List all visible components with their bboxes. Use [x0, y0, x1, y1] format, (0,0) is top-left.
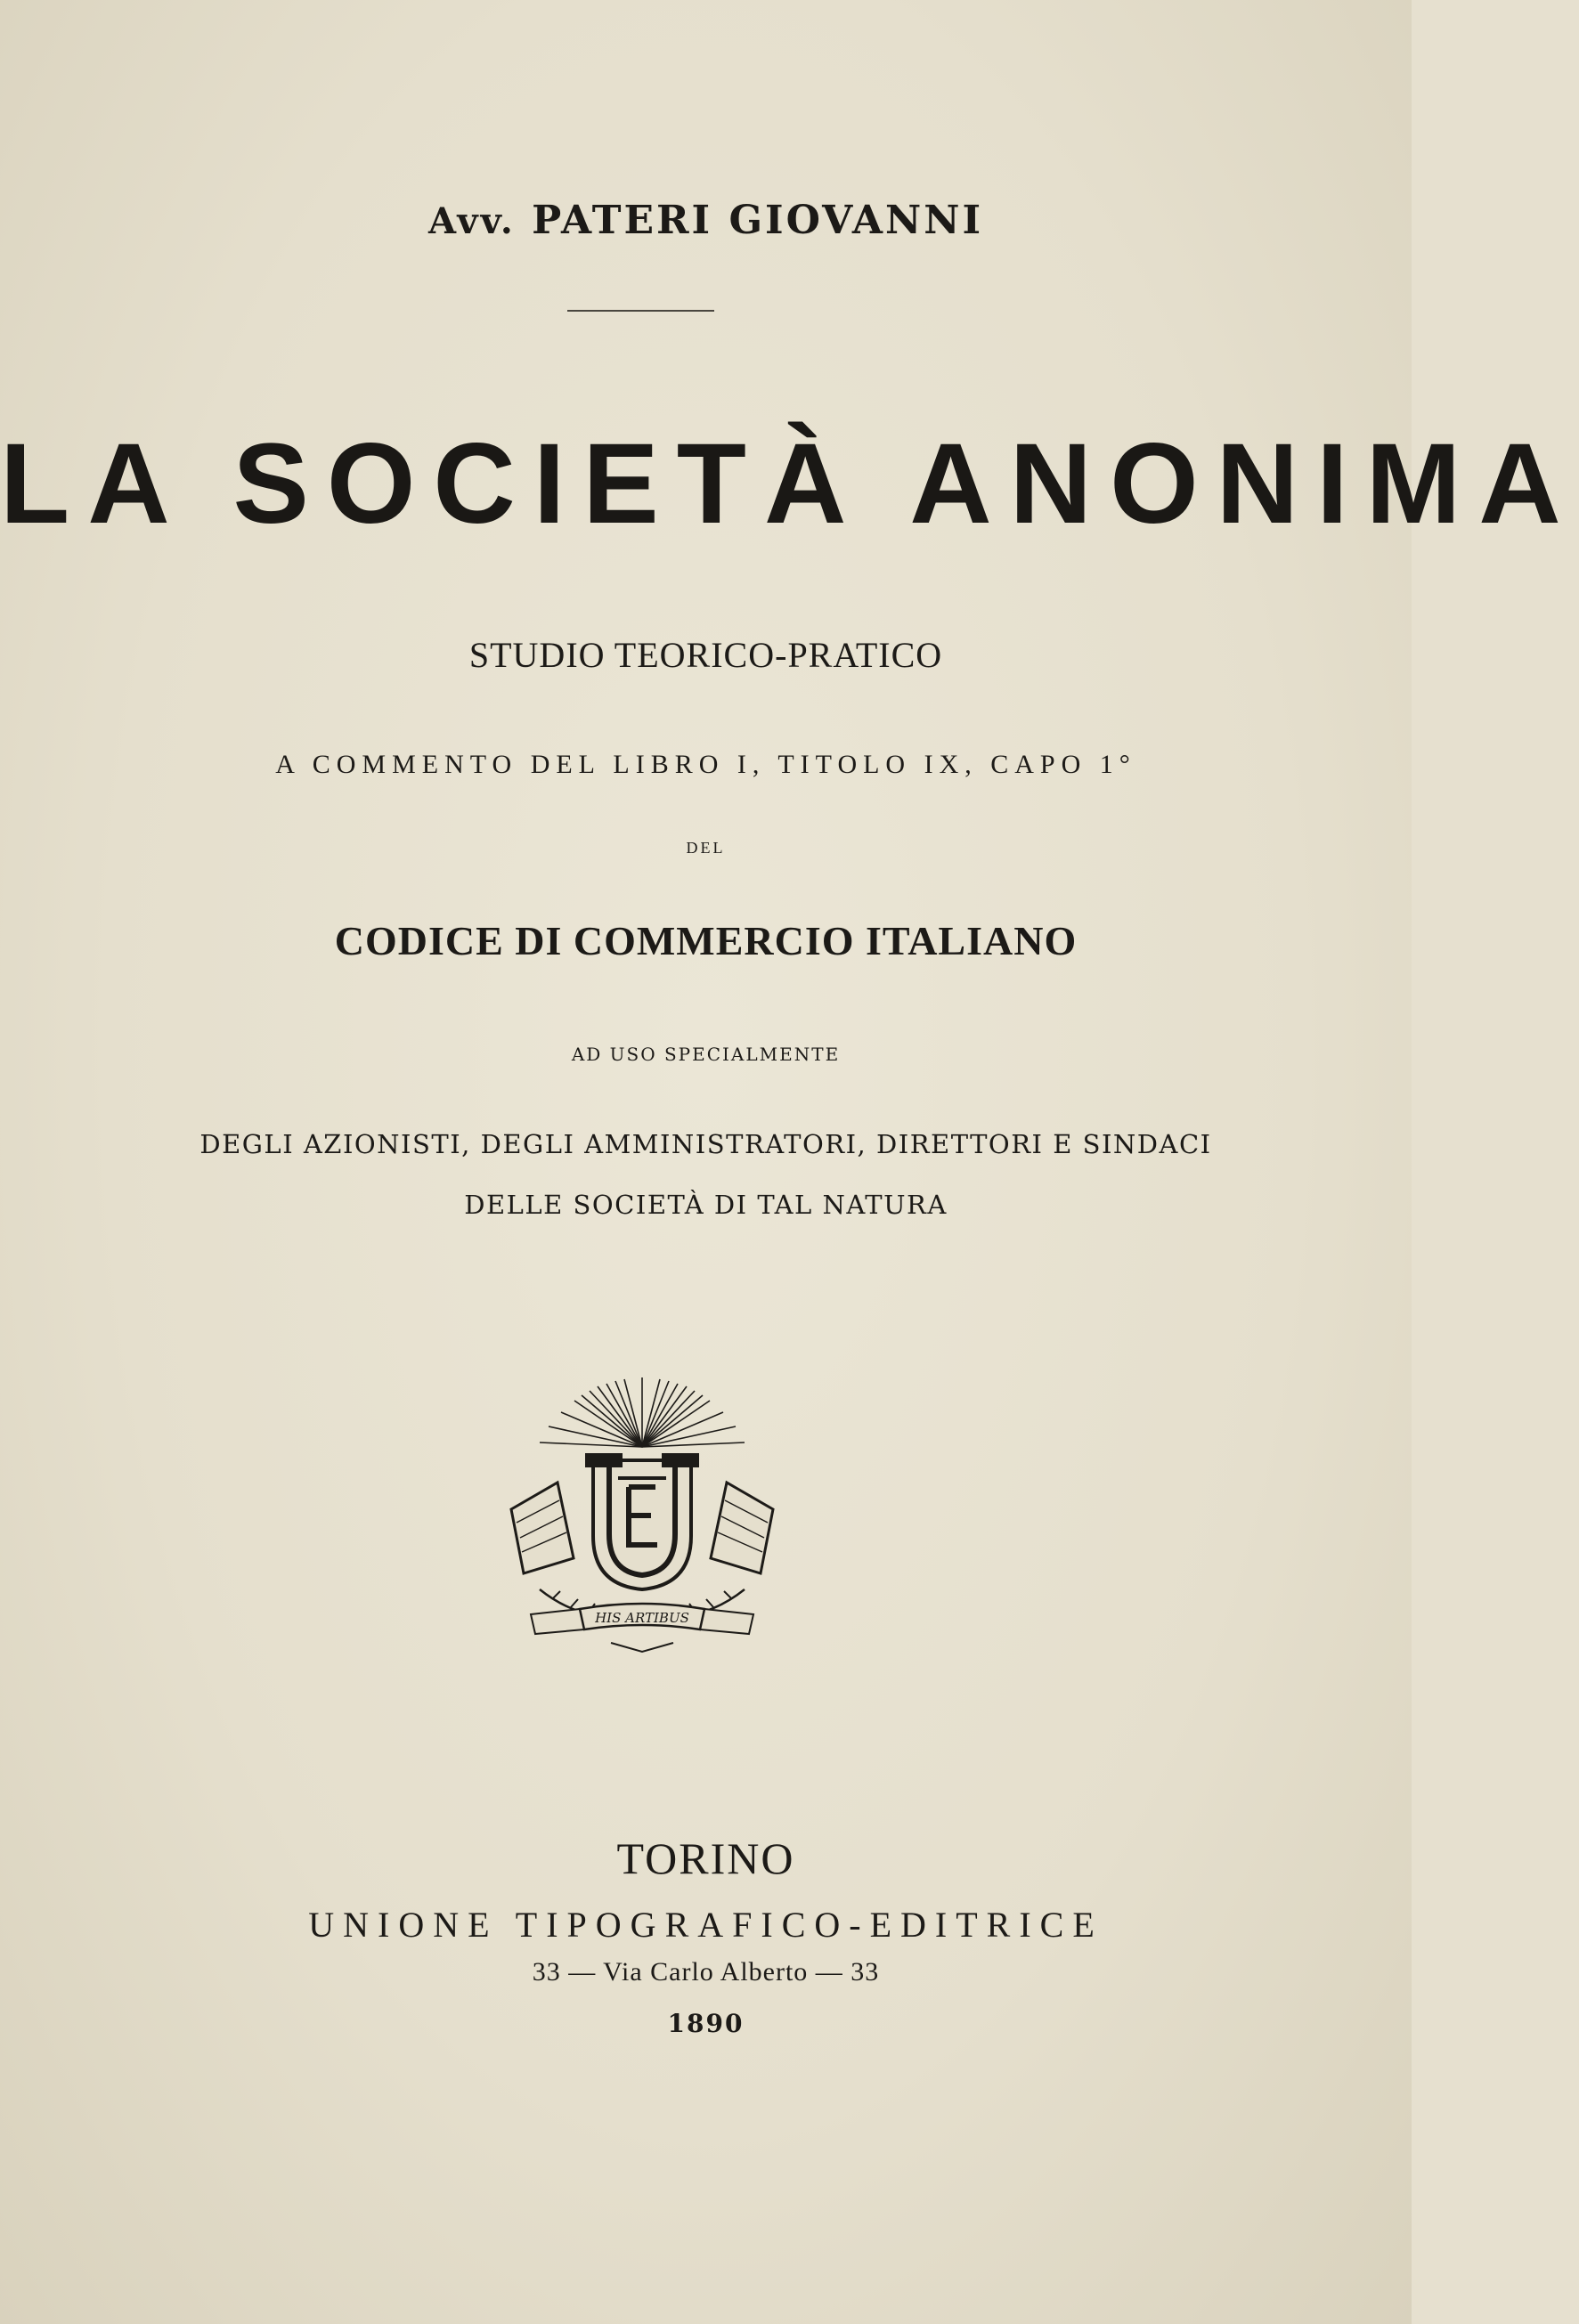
publisher-address: 33 — Via Carlo Alberto — 33 — [532, 1957, 880, 1987]
author-name: PATERI GIOVANNI — [532, 198, 984, 243]
code-title: CODICE DI COMMERCIO ITALIANO — [334, 918, 1078, 963]
emblem-motto: HIS ARTIBUS — [595, 1610, 689, 1626]
book-title: LA SOCIETÀ ANONIMA — [0, 420, 1579, 548]
publication-year: 1890 — [667, 2009, 745, 2038]
usage-line: AD USO SPECIALMENTE — [571, 1044, 841, 1065]
author-prefix: Avv. — [427, 200, 516, 242]
audience-line-2: DELLE SOCIETÀ DI TAL NATURA — [464, 1190, 948, 1220]
publisher-name: UNIONE TIPOGRAFICO-EDITRICE — [308, 1905, 1103, 1945]
publication-city: TORINO — [616, 1833, 795, 1883]
publisher-emblem-icon — [504, 1376, 780, 1656]
commentary-line: A COMMENTO DEL LIBRO I, TITOLO IX, CAPO 1° — [275, 750, 1136, 779]
del-line: DEL — [686, 839, 726, 857]
book-subtitle: STUDIO TEORICO-PRATICO — [468, 635, 943, 675]
audience-line-1: DEGLI AZIONISTI, DEGLI AMMINISTRATORI, DIRETTORI E SINDACI — [199, 1129, 1212, 1159]
divider-rule — [567, 310, 714, 312]
author-line — [0, 198, 1412, 243]
